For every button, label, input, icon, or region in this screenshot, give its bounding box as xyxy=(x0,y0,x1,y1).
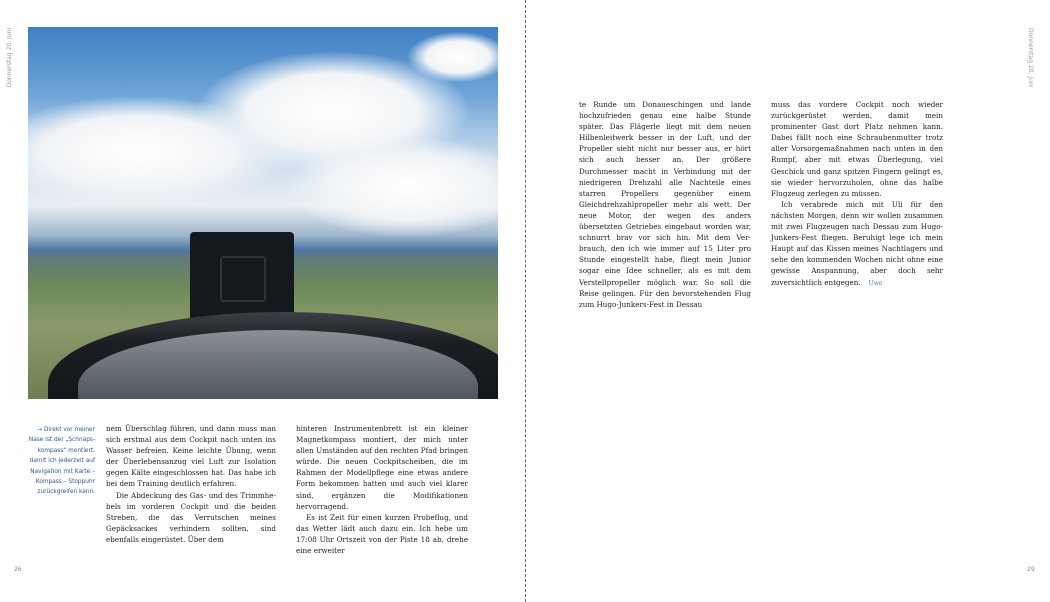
right-page xyxy=(527,0,1050,602)
text-column-2 xyxy=(296,423,468,556)
page-number-left: 26 xyxy=(14,566,22,573)
cloud xyxy=(408,32,498,82)
page-number-right: 29 xyxy=(1027,566,1035,573)
text-column-1 xyxy=(106,423,276,545)
paragraph-text: Ich verabrede mich mit Uli für den nächsten Morgen, denn wir wollen zusammen mit zwei Flugzeugen nach Dessau zum Hugo-Junkers-Fest fliegen. Beruhigt lege ich mein Haupt auf das Kissen meines Nachtlagers und sehe den kommenden Wochen nicht ohne eine gewisse Anspannung, aber doch sehr zuversichtlich entgegen. xyxy=(771,199,943,287)
paragraph xyxy=(771,199,943,289)
paragraph: nem Überschlag führen, und dann muss man sich erstmal aus dem Cockpit nach unten ins Wasser befreien. Keine leichte Übung, wenn der Überlebensanzug viel Luft zur Isolation gegen Kälte eingeschlossen hat. Das habe ich bei dem Training deutlich erfahren. xyxy=(106,424,276,489)
cloud xyxy=(288,137,498,237)
running-head-left: Donnerstag 20. Juni xyxy=(6,28,13,88)
text-column-4 xyxy=(771,99,943,289)
end-mark: Uwe xyxy=(868,279,883,287)
paragraph: Es ist Zeit für einen kurzen Probeflug, und das Wetter lädt auch dazu ein. Ich hebe um 17:08 Uhr Ortszeit von der Piste 18 ab, drehe eine erweiter xyxy=(296,512,468,556)
photo-caption: → Direkt vor meiner Nase ist der „Schnapskompass“ montiert, damit ich jederzeit auf Navigation mit Karte – Kompass – Stoppuhr zurückgreifen kann. xyxy=(28,427,95,496)
cockpit-photo xyxy=(28,27,498,399)
paragraph: hinteren Instrumentenbrett ist ein kleiner Magnetkompass montiert, der mich unter allen Umständen auf den rechten Pfad bringen würde. Die neuen Cockpitscheiben, die im Rahmen der Modellpflege eine etwas andere Form bekommen hatten und auch viel klarer sind, ergänzen die Modifikationen hervorragend. xyxy=(296,424,468,511)
text-column-3 xyxy=(579,99,751,310)
paragraph: te Runde um Donaueschingen und lande hochzufrieden genau eine halbe Stunde später. Das Flägerle liegt mit dem neuen Hilbenleitwerk besser in der Luft, und der Propeller sieht nicht nur besser aus, er hört sich auch besser an. Der größere Durchmesser macht in Verbindung mit der niedrigeren Drehzahl alle Nachteile eines starren Propellers gegenüber einem Gleichdrehzahlpropeller mehr als wett. Der neue Motor, der wegen des anders übersetzten Getriebes eingebaut worden war, schnurrt brav vor sich hin. Mit dem Verbrauch, den ich wie immer auf 15 Liter pro Stunde eingestellt habe, fliegt mein Junior sogar eine Idee schneller, als es mit dem Verstellpropeller möglich war. So soll die Reise gelingen. Für den bevorstehenden Flug zum Hugo-Junkers-Fest in Dessau xyxy=(579,100,751,309)
cockpit-canopy xyxy=(48,312,498,399)
running-head-right: Donnerstag 20. Juni xyxy=(1027,28,1034,88)
paragraph: muss das vordere Cockpit noch wieder zurückgerüstet werden, damit mein prominenter Gast dort Platz nehmen kann. Dabei fällt noch eine Schraubenmutter trotz aller Vorsorgemaßnahmen nach unten in den Rumpf, aber mit etwas Überlegung, viel Geschick und ganz spitzen Fingern gelingt es, sie wieder hervorzuholen, ohne das halbe Flugzeug zerlegen zu müssen. xyxy=(771,100,943,198)
paragraph: Die Abdeckung des Gas- und des Trimmhebels im vorderen Cockpit und die beiden Streben, die das Verrutschen meines Gepäcksackes verhindern sollten, sind ebenfalls eingerüstet. Über dem xyxy=(106,490,276,544)
page-fold xyxy=(525,0,526,602)
